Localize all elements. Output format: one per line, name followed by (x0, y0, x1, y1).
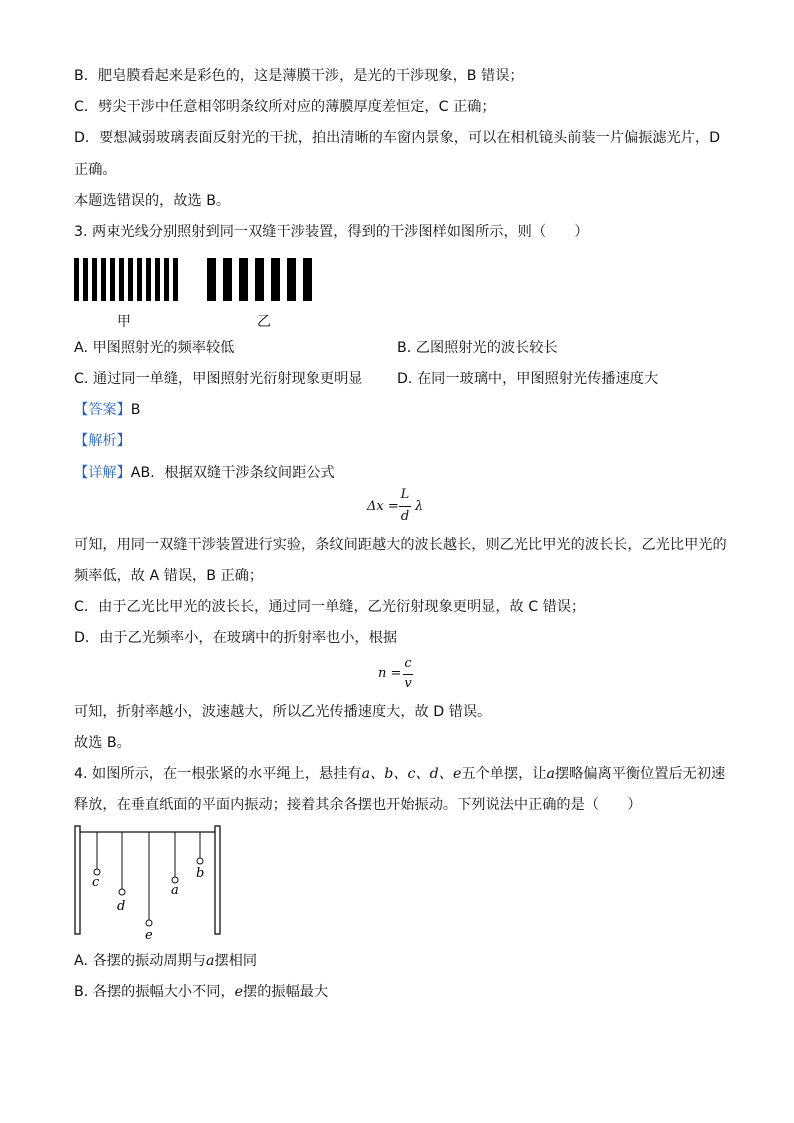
answer-line (74, 400, 141, 420)
q4-option-a (74, 951, 257, 971)
pendulum-bob-b (197, 858, 203, 864)
formula-lambda: λ (415, 499, 424, 514)
fringe-bar (128, 258, 133, 301)
question-3-stem: 3. 两束光线分别照射到同一双缝干涉装置，得到的干涉图样如图所示，则（ ） (74, 224, 589, 240)
fringe-bar (110, 258, 115, 301)
text-line: C．由于乙光比甲光的波长长，通过同一单缝，乙光衍射现象更明显，故 C 错误； (74, 599, 586, 615)
q4-option-b (74, 982, 328, 1002)
analysis-tag: 【解析】 (74, 433, 131, 449)
fringe-bar (137, 258, 142, 301)
option-b: B. 乙图照射光的波长较长 (397, 340, 558, 356)
fraction-bar (403, 674, 413, 675)
figure-label-jia: 甲 (117, 314, 131, 330)
detail-tag: 【详解】 (74, 465, 131, 481)
option-text: B. 各摆的振幅大小不同， (74, 984, 235, 1000)
option-var: a (205, 953, 215, 969)
option-text: 摆相同 (214, 953, 258, 969)
option-text: 摆的振幅最大 (243, 984, 329, 1000)
pendulum-label-c: c (92, 875, 100, 890)
text-line: 故选 B。 (74, 735, 131, 751)
formula-lhs: Δx = (367, 499, 399, 514)
formula-denominator: d (400, 509, 410, 524)
option-var: e (234, 984, 244, 1000)
formula-numerator: c (404, 656, 412, 671)
q4-text: 摆略偏离平衡位置后无初速 (554, 766, 726, 782)
fringe-bar (155, 258, 160, 301)
text-line: 释放，在垂直纸面的平面内振动；接着其余各摆也开始振动。下列说法中正确的是（ ） (74, 797, 642, 813)
q4-var-a: a (546, 766, 555, 782)
fringe-bar (223, 258, 232, 301)
fringe-bar (119, 258, 124, 301)
q4-text: 4. 如图所示，在一根张紧的水平绳上，悬挂有 (74, 766, 362, 782)
text-line: 正确。 (74, 162, 117, 178)
analysis-line (74, 431, 131, 451)
option-d: D. 在同一玻璃中，甲图照射光传播速度大 (397, 371, 659, 387)
option-c: C. 通过同一单缝，甲图照射光衍射现象更明显 (74, 371, 363, 387)
text-line: 可知，折射率越小，波速越大，所以乙光传播速度大，故 D 错误。 (74, 704, 492, 720)
fringe-bar (255, 258, 264, 301)
option-text: A. 各摆的振动周期与 (74, 953, 206, 969)
fringe-bar (83, 258, 88, 301)
text-line: 可知，用同一双缝干涉装置进行实验，条纹间距越大的波长越长，则乙光比甲光的波长长，乙光比甲光的 (74, 537, 727, 553)
fringe-bar (239, 258, 248, 301)
pendulum-bob-e (146, 920, 152, 926)
fringe-bar (207, 258, 216, 301)
option-a: A. 甲图照射光的频率较低 (74, 340, 235, 356)
fringe-bar (164, 258, 169, 301)
fringe-bar (303, 258, 312, 301)
fringe-bar (92, 258, 97, 301)
fringe-bar (101, 258, 106, 301)
pendulum-label-b: b (196, 866, 205, 881)
text-line: D．要想减弱玻璃表面反射光的干扰，拍出清晰的车窗内景象，可以在相机镜头前装一片偏振滤光片，D (74, 130, 721, 146)
question-4-stem (74, 764, 725, 784)
text-line: 频率低，故 A 错误，B 正确； (74, 568, 264, 584)
q4-text: 五个单摆，让 (461, 766, 547, 782)
pendulum-figure (70, 822, 230, 944)
formula-numerator: L (400, 487, 410, 502)
pendulum-label-e: e (145, 928, 153, 943)
formula-denominator: v (404, 676, 412, 691)
q4-pendulum-list: a、b、c、d、e (361, 766, 462, 782)
fraction-bar (399, 506, 411, 507)
pendulum-label-d: d (117, 899, 126, 914)
detail-line (74, 463, 335, 483)
answer-value: B (130, 402, 141, 418)
fringe-bar (146, 258, 151, 301)
fringe-bar (173, 258, 178, 301)
right-post (215, 826, 220, 934)
text-line: B．肥皂膜看起来是彩色的，这是薄膜干涉，是光的干涉现象，B 错误； (74, 68, 524, 84)
detail-text: AB．根据双缝干涉条纹间距公式 (130, 465, 335, 481)
fringe-bar (271, 258, 280, 301)
figure-label-yi: 乙 (257, 314, 271, 330)
text-line: C．劈尖干涉中任意相邻明条纹所对应的薄膜厚度差恒定，C 正确； (74, 99, 496, 115)
fringe-bar (287, 258, 296, 301)
answer-tag: 【答案】 (74, 402, 131, 418)
formula-lhs: n = (378, 666, 402, 681)
pendulum-label-a: a (171, 883, 179, 898)
pendulum-bob-d (119, 889, 125, 895)
left-post (75, 826, 80, 934)
text-line: 本题选错误的，故选 B。 (74, 193, 231, 209)
text-line: D．由于乙光频率小，在玻璃中的折射率也小，根据 (74, 630, 398, 646)
fringe-bar (74, 258, 79, 301)
